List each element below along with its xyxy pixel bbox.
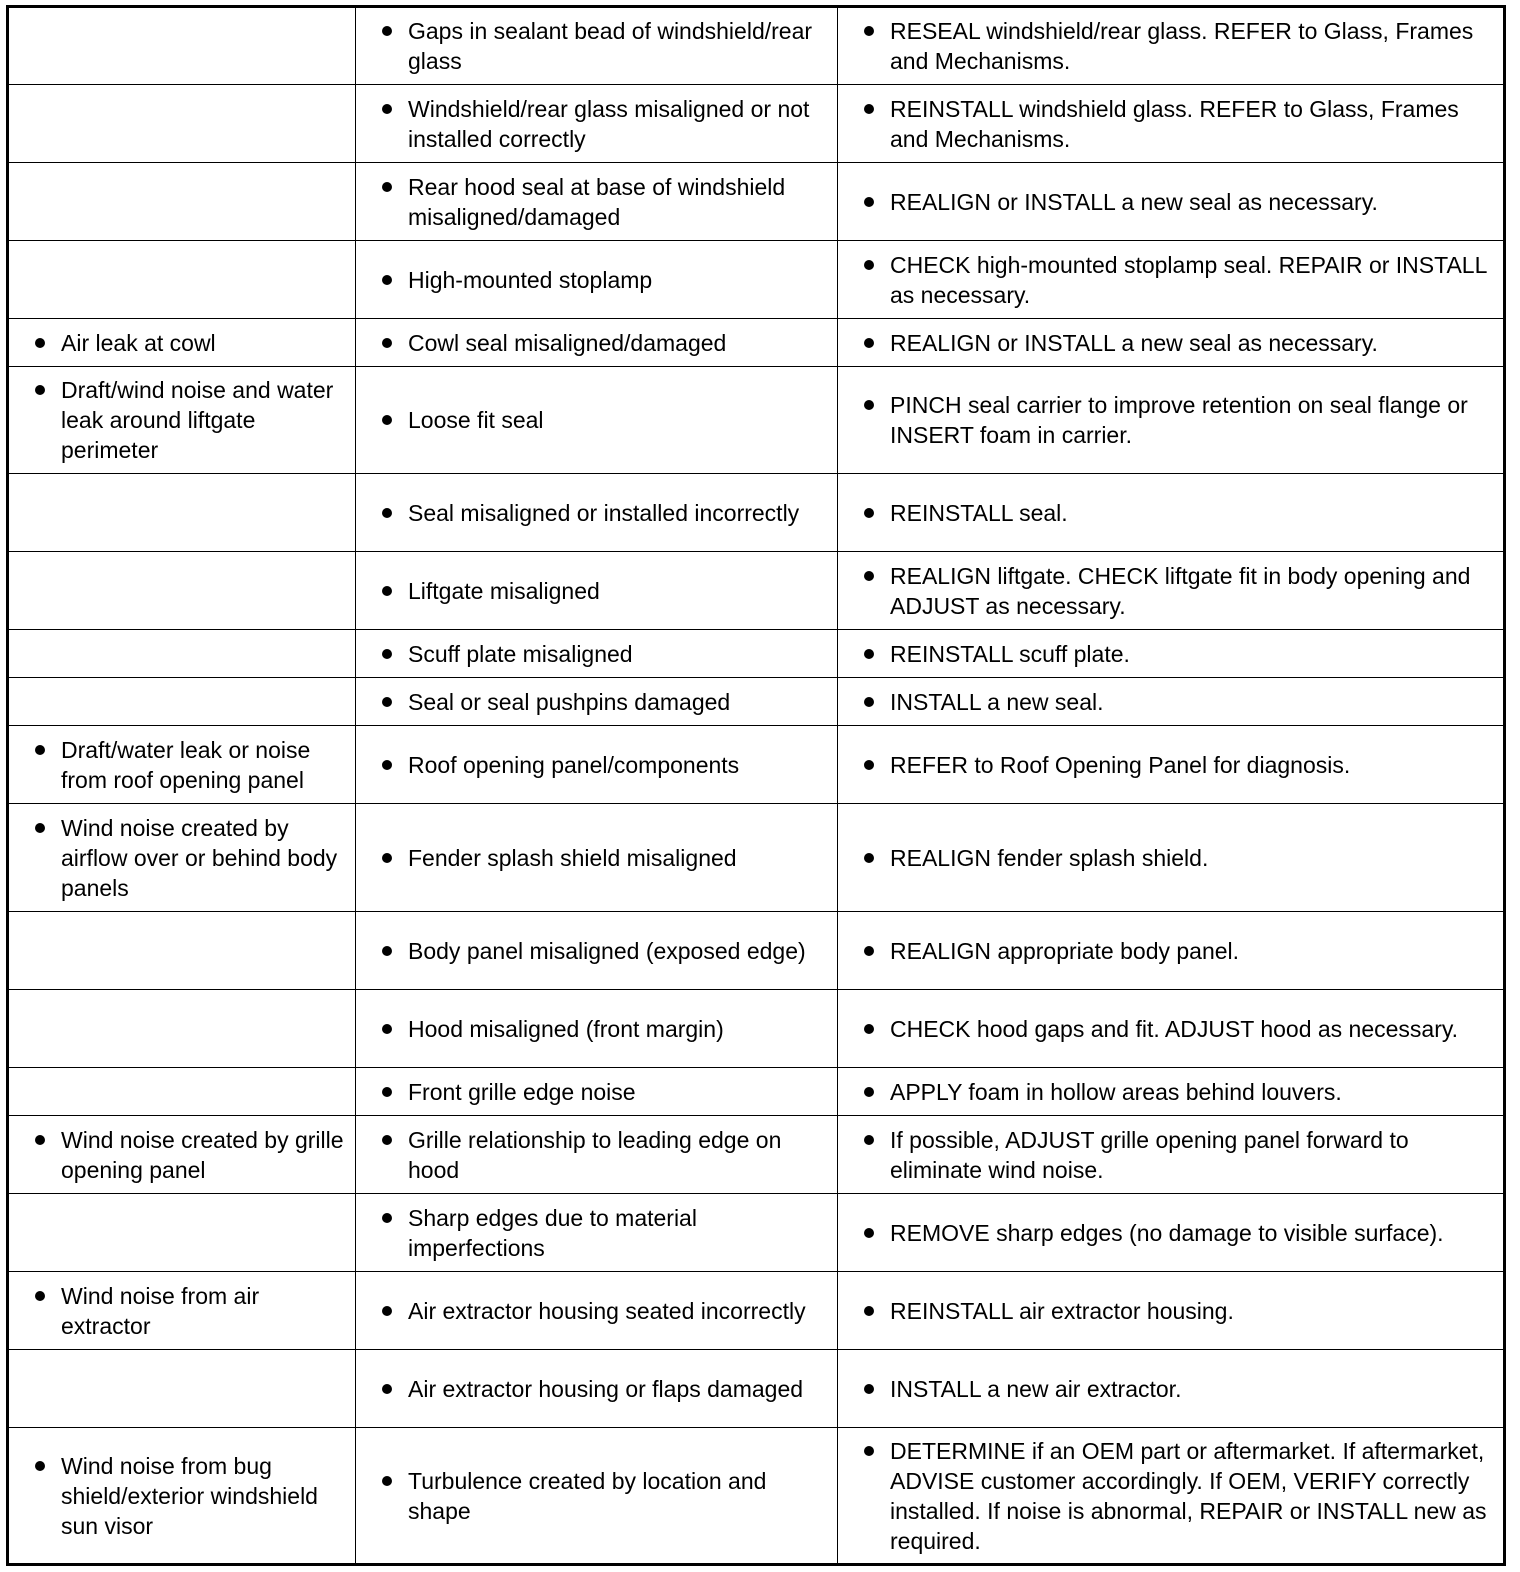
bullet-icon — [864, 508, 874, 518]
source-text: Roof opening panel/components — [408, 751, 740, 778]
bullet-icon — [864, 1135, 874, 1145]
action-cell — [838, 241, 1505, 319]
bullet-icon — [864, 649, 874, 659]
source-text: Front grille edge noise — [408, 1078, 636, 1105]
action-text: REALIGN liftgate. CHECK liftgate fit in body opening and ADJUST as necessary. — [890, 562, 1471, 619]
action-item — [838, 1296, 1497, 1326]
source-cell — [356, 804, 838, 912]
bullet-icon — [864, 697, 874, 707]
bullet-icon — [864, 1228, 874, 1238]
bullet-icon — [864, 571, 874, 581]
action-text: INSTALL a new air extractor. — [890, 1375, 1182, 1402]
action-text: REMOVE sharp edges (no damage to visible surface). — [890, 1219, 1444, 1246]
action-cell — [838, 912, 1505, 990]
diagnosis-table — [6, 5, 1506, 1566]
source-item — [356, 639, 831, 669]
table-row — [8, 678, 1505, 726]
source-cell — [356, 726, 838, 804]
action-item — [838, 328, 1497, 358]
action-cell — [838, 1350, 1505, 1428]
action-text: REALIGN or INSTALL a new seal as necessary. — [890, 329, 1378, 356]
table-row — [8, 726, 1505, 804]
bullet-icon — [35, 823, 45, 833]
source-text: Fender splash shield misaligned — [408, 844, 737, 871]
source-text: Loose fit seal — [408, 407, 544, 433]
source-text: Sharp edges due to material imperfections — [408, 1204, 697, 1261]
action-text: RESEAL windshield/rear glass. REFER to Glass, Frames and Mechanisms. — [890, 18, 1474, 74]
action-cell — [838, 319, 1505, 367]
table-row — [8, 367, 1505, 474]
condition-text: Wind noise created by airflow over or behind body panels — [61, 814, 338, 901]
action-item — [838, 750, 1497, 780]
bullet-icon — [382, 415, 392, 425]
bullet-icon — [864, 260, 874, 270]
action-cell — [838, 1116, 1505, 1194]
bullet-icon — [382, 946, 392, 956]
action-cell — [838, 552, 1505, 630]
source-text: Seal or seal pushpins damaged — [408, 688, 731, 715]
table-row — [8, 990, 1505, 1068]
action-item — [838, 1077, 1497, 1107]
condition-cell — [8, 912, 356, 990]
bullet-icon — [864, 26, 874, 36]
condition-cell — [8, 990, 356, 1068]
source-cell — [356, 630, 838, 678]
source-item — [356, 843, 831, 873]
table-row — [8, 85, 1505, 163]
source-cell — [356, 1194, 838, 1272]
source-item — [356, 16, 831, 76]
condition-cell — [8, 630, 356, 678]
condition-item — [9, 813, 349, 903]
source-text: High-mounted stoplamp — [408, 266, 653, 293]
bullet-icon — [382, 1024, 392, 1034]
condition-item — [9, 328, 349, 358]
bullet-icon — [382, 26, 392, 36]
action-text: REFER to Roof Opening Panel for diagnosis. — [890, 751, 1351, 778]
condition-cell — [8, 1068, 356, 1116]
source-text: Air extractor housing seated incorrectly — [408, 1297, 806, 1324]
source-cell — [356, 1350, 838, 1428]
source-item — [356, 328, 831, 358]
action-cell — [838, 163, 1505, 241]
bullet-icon — [382, 275, 392, 285]
bullet-icon — [382, 760, 392, 770]
bullet-icon — [864, 946, 874, 956]
action-text: REALIGN or INSTALL a new seal as necessary. — [890, 188, 1378, 215]
source-item — [356, 1296, 831, 1326]
source-text: Cowl seal misaligned/damaged — [408, 329, 727, 356]
bullet-icon — [864, 197, 874, 207]
condition-cell — [8, 7, 356, 85]
diagnosis-table-body — [8, 7, 1505, 1565]
source-text: Grille relationship to leading edge on hood — [408, 1126, 782, 1183]
bullet-icon — [382, 1384, 392, 1394]
condition-text: Draft/water leak or noise from roof opening panel — [61, 736, 311, 793]
bullet-icon — [382, 1135, 392, 1145]
condition-text: Air leak at cowl — [61, 329, 216, 356]
bullet-icon — [864, 760, 874, 770]
source-text: Windshield/rear glass misaligned or not installed correctly — [408, 95, 810, 152]
source-text: Turbulence created by location and shape — [408, 1467, 767, 1524]
source-text: Hood misaligned (front margin) — [408, 1015, 724, 1042]
action-item — [838, 936, 1497, 966]
condition-text: Draft/wind noise and water leak around liftgate perimeter — [61, 377, 334, 463]
table-row — [8, 552, 1505, 630]
action-cell — [838, 1068, 1505, 1116]
source-item — [356, 1203, 831, 1263]
condition-cell — [8, 163, 356, 241]
action-cell — [838, 474, 1505, 552]
condition-cell — [8, 552, 356, 630]
source-cell — [356, 7, 838, 85]
table-row — [8, 804, 1505, 912]
table-row — [8, 1350, 1505, 1428]
action-text: DETERMINE if an OEM part or aftermarket. If aftermarket, ADVISE customer accordingly. If OEM, VERIFY correctly installed. If noise is abnormal, REPAIR or INSTALL new as required. — [890, 1437, 1487, 1554]
source-item — [356, 265, 831, 295]
condition-cell — [8, 1194, 356, 1272]
bullet-icon — [382, 1087, 392, 1097]
source-text: Gaps in sealant bead of windshield/rear glass — [408, 18, 813, 74]
table-row — [8, 474, 1505, 552]
action-item — [838, 687, 1497, 717]
source-cell — [356, 1272, 838, 1350]
source-text: Liftgate misaligned — [408, 577, 600, 604]
bullet-icon — [382, 1306, 392, 1316]
source-cell — [356, 163, 838, 241]
bullet-icon — [864, 104, 874, 114]
action-text: REINSTALL air extractor housing. — [890, 1297, 1234, 1324]
source-item — [356, 936, 831, 966]
condition-cell — [8, 241, 356, 319]
condition-cell — [8, 367, 356, 474]
action-cell — [838, 7, 1505, 85]
source-item — [356, 498, 831, 528]
action-cell — [838, 1428, 1505, 1565]
action-item — [838, 498, 1497, 528]
source-cell — [356, 474, 838, 552]
bullet-icon — [864, 1087, 874, 1097]
action-text: REALIGN fender splash shield. — [890, 844, 1209, 871]
bullet-icon — [864, 1384, 874, 1394]
condition-cell — [8, 1428, 356, 1565]
bullet-icon — [864, 1446, 874, 1456]
table-row — [8, 1272, 1505, 1350]
action-text: REINSTALL windshield glass. REFER to Glass, Frames and Mechanisms. — [890, 95, 1459, 152]
action-item — [838, 1374, 1497, 1404]
source-text: Scuff plate misaligned — [408, 640, 633, 667]
source-text: Air extractor housing or flaps damaged — [408, 1375, 804, 1402]
bullet-icon — [864, 1306, 874, 1316]
source-text: Rear hood seal at base of windshield misaligned/damaged — [408, 173, 786, 230]
bullet-icon — [382, 338, 392, 348]
action-item — [838, 250, 1497, 310]
source-item — [356, 1374, 831, 1404]
source-cell — [356, 1068, 838, 1116]
bullet-icon — [382, 104, 392, 114]
bullet-icon — [382, 697, 392, 707]
action-cell — [838, 85, 1505, 163]
condition-item — [9, 735, 349, 795]
source-cell — [356, 1428, 838, 1565]
condition-item — [9, 1281, 349, 1341]
bullet-icon — [864, 400, 874, 410]
source-item — [356, 94, 831, 154]
action-cell — [838, 1194, 1505, 1272]
bullet-icon — [35, 1291, 45, 1301]
table-row — [8, 241, 1505, 319]
source-cell — [356, 319, 838, 367]
action-text: PINCH seal carrier to improve retention on seal flange or INSERT foam in carrier. — [890, 392, 1468, 448]
source-item — [356, 172, 831, 232]
source-item — [356, 750, 831, 780]
source-item — [356, 1014, 831, 1044]
source-item — [356, 1125, 831, 1185]
action-item — [838, 639, 1497, 669]
bullet-icon — [35, 338, 45, 348]
condition-cell — [8, 1116, 356, 1194]
source-text: Body panel misaligned (exposed edge) — [408, 937, 806, 964]
bullet-icon — [382, 1476, 392, 1486]
condition-text: Wind noise from air extractor — [61, 1282, 260, 1339]
condition-item — [9, 1125, 349, 1185]
bullet-icon — [382, 649, 392, 659]
bullet-icon — [382, 1213, 392, 1223]
bullet-icon — [864, 1024, 874, 1034]
source-cell — [356, 912, 838, 990]
bullet-icon — [382, 586, 392, 596]
action-item — [838, 1436, 1497, 1556]
bullet-icon — [35, 745, 45, 755]
condition-item — [9, 375, 349, 465]
action-item — [838, 16, 1497, 76]
action-cell — [838, 630, 1505, 678]
table-row — [8, 630, 1505, 678]
bullet-icon — [864, 853, 874, 863]
condition-cell — [8, 319, 356, 367]
action-item — [838, 94, 1497, 154]
table-row — [8, 1194, 1505, 1272]
source-item — [356, 1077, 831, 1107]
bullet-icon — [382, 182, 392, 192]
action-cell — [838, 804, 1505, 912]
table-row — [8, 1068, 1505, 1116]
table-row — [8, 163, 1505, 241]
action-cell — [838, 1272, 1505, 1350]
source-cell — [356, 552, 838, 630]
action-text: REINSTALL scuff plate. — [890, 640, 1130, 667]
action-text: APPLY foam in hollow areas behind louvers. — [890, 1078, 1342, 1105]
table-row — [8, 1116, 1505, 1194]
action-text: CHECK hood gaps and fit. ADJUST hood as necessary. — [890, 1015, 1459, 1042]
condition-cell — [8, 726, 356, 804]
bullet-icon — [35, 1135, 45, 1145]
source-cell — [356, 678, 838, 726]
action-item — [838, 561, 1497, 621]
source-item — [356, 1466, 831, 1526]
condition-item — [9, 1451, 349, 1541]
condition-cell — [8, 1272, 356, 1350]
table-row — [8, 7, 1505, 85]
bullet-icon — [864, 338, 874, 348]
bullet-icon — [382, 508, 392, 518]
action-text: If possible, ADJUST grille opening panel forward to eliminate wind noise. — [890, 1126, 1409, 1183]
action-cell — [838, 367, 1505, 474]
bullet-icon — [382, 853, 392, 863]
table-row — [8, 1428, 1505, 1565]
action-item — [838, 187, 1497, 217]
condition-cell — [8, 1350, 356, 1428]
source-text: Seal misaligned or installed incorrectly — [408, 499, 800, 526]
bullet-icon — [35, 1461, 45, 1471]
condition-text: Wind noise from bug shield/exterior windshield sun visor — [61, 1452, 318, 1539]
action-cell — [838, 726, 1505, 804]
source-cell — [356, 367, 838, 474]
action-text: CHECK high-mounted stoplamp seal. REPAIR or INSTALL as necessary. — [890, 251, 1487, 308]
action-item — [838, 1014, 1497, 1044]
condition-cell — [8, 474, 356, 552]
action-cell — [838, 678, 1505, 726]
action-text: INSTALL a new seal. — [890, 688, 1104, 715]
condition-cell — [8, 804, 356, 912]
condition-cell — [8, 678, 356, 726]
action-text: REALIGN appropriate body panel. — [890, 937, 1240, 964]
table-row — [8, 319, 1505, 367]
action-item — [838, 843, 1497, 873]
condition-text: Wind noise created by grille opening panel — [61, 1126, 344, 1183]
bullet-icon — [35, 385, 45, 395]
action-item — [838, 390, 1497, 450]
action-item — [838, 1125, 1497, 1185]
source-cell — [356, 1116, 838, 1194]
action-item — [838, 1218, 1497, 1248]
source-cell — [356, 990, 838, 1068]
source-item — [356, 405, 831, 435]
source-cell — [356, 85, 838, 163]
action-text: REINSTALL seal. — [890, 499, 1068, 526]
condition-cell — [8, 85, 356, 163]
source-item — [356, 576, 831, 606]
action-cell — [838, 990, 1505, 1068]
source-item — [356, 687, 831, 717]
table-row — [8, 912, 1505, 990]
source-cell — [356, 241, 838, 319]
